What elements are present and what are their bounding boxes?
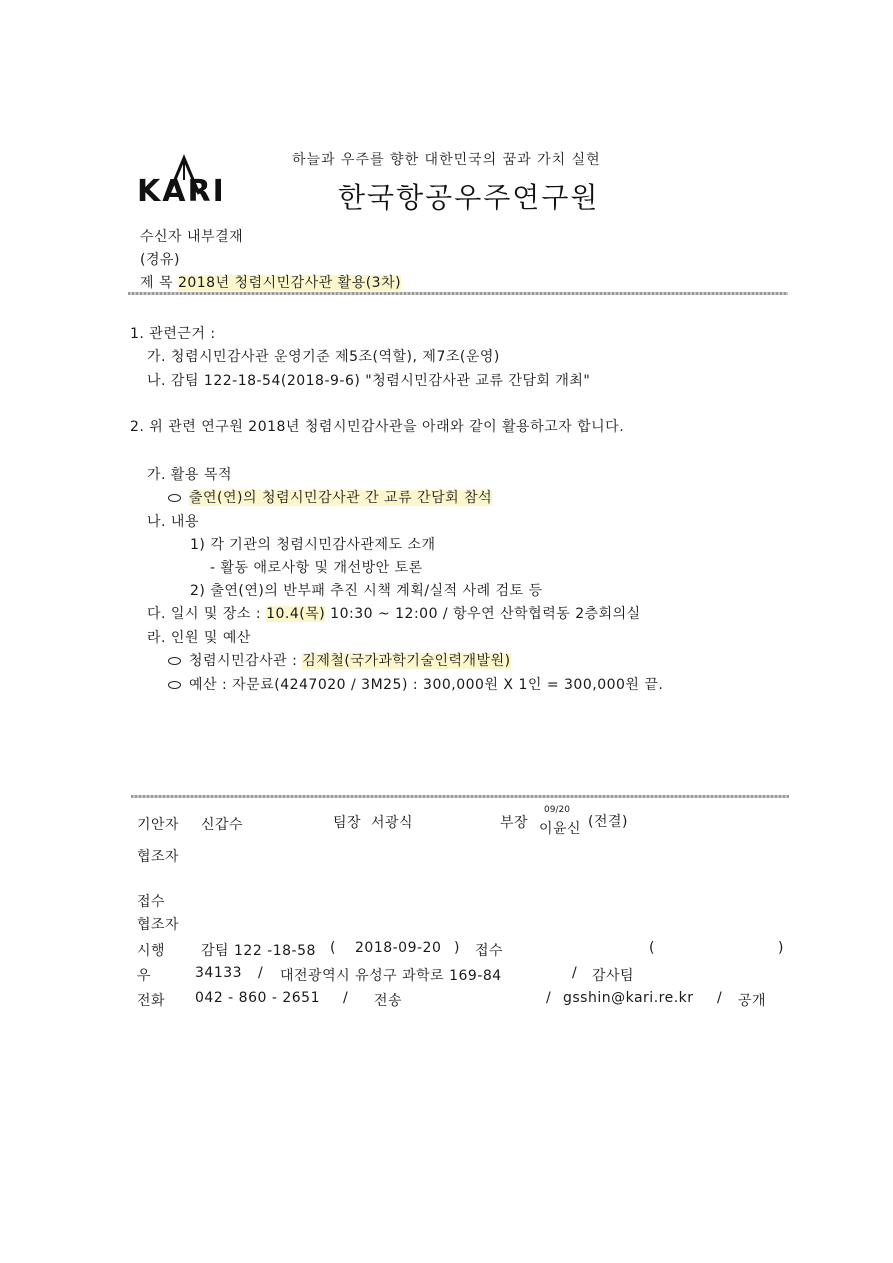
coop2-label: 협조자: [137, 917, 180, 933]
post-label: 우: [137, 968, 152, 984]
content-item-1-sub: - 활동 애로사항 및 개선방안 토론: [210, 560, 423, 576]
content-title: 나. 내용: [147, 514, 199, 530]
budget-item: 예산 : 자문료(4247020 / 3M25) : 300,000원 X 1인 = 300,000원 끝.: [168, 674, 663, 694]
slogan: 하늘과 우주를 향한 대한민국의 꿈과 가치 실현: [292, 152, 601, 168]
people-item: 청렴시민감사관 : 김제철(국가과학기술인력개발원): [168, 650, 511, 670]
dept-head-note: (전결): [588, 814, 628, 830]
drafter-label: 기안자: [137, 817, 180, 833]
dept-head-label: 부장: [500, 815, 529, 831]
disclosure: 공개: [738, 993, 767, 1009]
exec-receipt: 접수: [475, 943, 504, 959]
purpose-item: 출연(연)의 청렴시민감사관 간 교류 간담회 참석: [168, 487, 492, 507]
exec-date-close: ): [454, 940, 460, 956]
exec-value: 감팀 122 -18-58: [201, 943, 316, 959]
exec-date-open: (: [330, 940, 336, 956]
section-1-item-b: 나. 감팀 122-18-54(2018-9-6) "청렴시민감사관 교류 간담회 개최": [147, 373, 591, 389]
separator: /: [343, 990, 349, 1006]
footer-divider: [131, 795, 789, 798]
team-name: 감사팀: [592, 968, 635, 984]
content-item-1: 1) 각 기관의 청렴시민감사관제도 소개: [190, 537, 436, 553]
email: gsshin@kari.re.kr: [563, 990, 694, 1006]
drafter-name: 신갑수: [201, 817, 244, 833]
org-name: 한국항공우주연구원: [338, 181, 600, 214]
purpose-title: 가. 활용 목적: [147, 467, 232, 483]
section-2-title: 2. 위 관련 연구원 2018년 청렴시민감사관을 아래와 같이 활용하고자 합니다.: [130, 419, 625, 435]
recipient-line: [140, 226, 243, 246]
circle-bullet-icon: [168, 681, 181, 689]
separator: /: [258, 965, 264, 981]
section-1-title: 1. 관련근거 :: [130, 326, 216, 342]
separator: /: [546, 990, 552, 1006]
dept-head-date: 09/20: [544, 805, 570, 815]
address: 대전광역시 유성구 과학로 169-84: [280, 968, 502, 984]
team-lead-label: 팀장: [333, 815, 362, 831]
recipient-value: 내부결재: [187, 229, 244, 245]
tel-number: 042 - 860 - 2651: [195, 990, 320, 1006]
subject-value: 2018년 청렴시민감사관 활용(3차): [177, 275, 402, 291]
subject-label: 제 목: [140, 275, 173, 291]
exec-label: 시행: [137, 943, 166, 959]
dept-head-name: 이윤신: [539, 821, 582, 837]
people-budget-title: 라. 인원 및 예산: [147, 630, 251, 646]
exec-receipt-close: ): [778, 940, 784, 956]
coop-label: 협조자: [137, 849, 180, 865]
recipient-label: 수신자: [140, 229, 183, 245]
exec-date: 2018-09-20: [355, 940, 442, 956]
fax-label: 전송: [374, 993, 403, 1009]
separator: /: [572, 965, 578, 981]
via-line: (경유): [140, 252, 180, 268]
header-divider: [128, 292, 788, 295]
circle-bullet-icon: [168, 657, 181, 665]
content-item-2: 2) 출연(연)의 반부패 추진 시책 계획/실적 사례 검토 등: [190, 583, 543, 599]
logo-text: KARI: [137, 174, 226, 209]
circle-bullet-icon: [168, 494, 181, 502]
section-1-item-a: 가. 청렴시민감사관 운영기준 제5조(역할), 제7조(운영): [147, 349, 500, 365]
meeting-date: 10.4(목): [266, 606, 326, 622]
subject-line: [140, 272, 401, 292]
exec-receipt-open: (: [649, 940, 655, 956]
datetime-place: 다. 일시 및 장소 : 10.4(목) 10:30 ~ 12:00 / 항우연 산학협력동 2층회의실: [147, 606, 641, 622]
team-lead-name: 서광식: [371, 815, 414, 831]
post-code: 34133: [195, 965, 243, 981]
kari-logo: [137, 150, 257, 209]
separator: /: [717, 990, 723, 1006]
receipt-label: 접수: [137, 894, 166, 910]
tel-label: 전화: [137, 993, 166, 1009]
